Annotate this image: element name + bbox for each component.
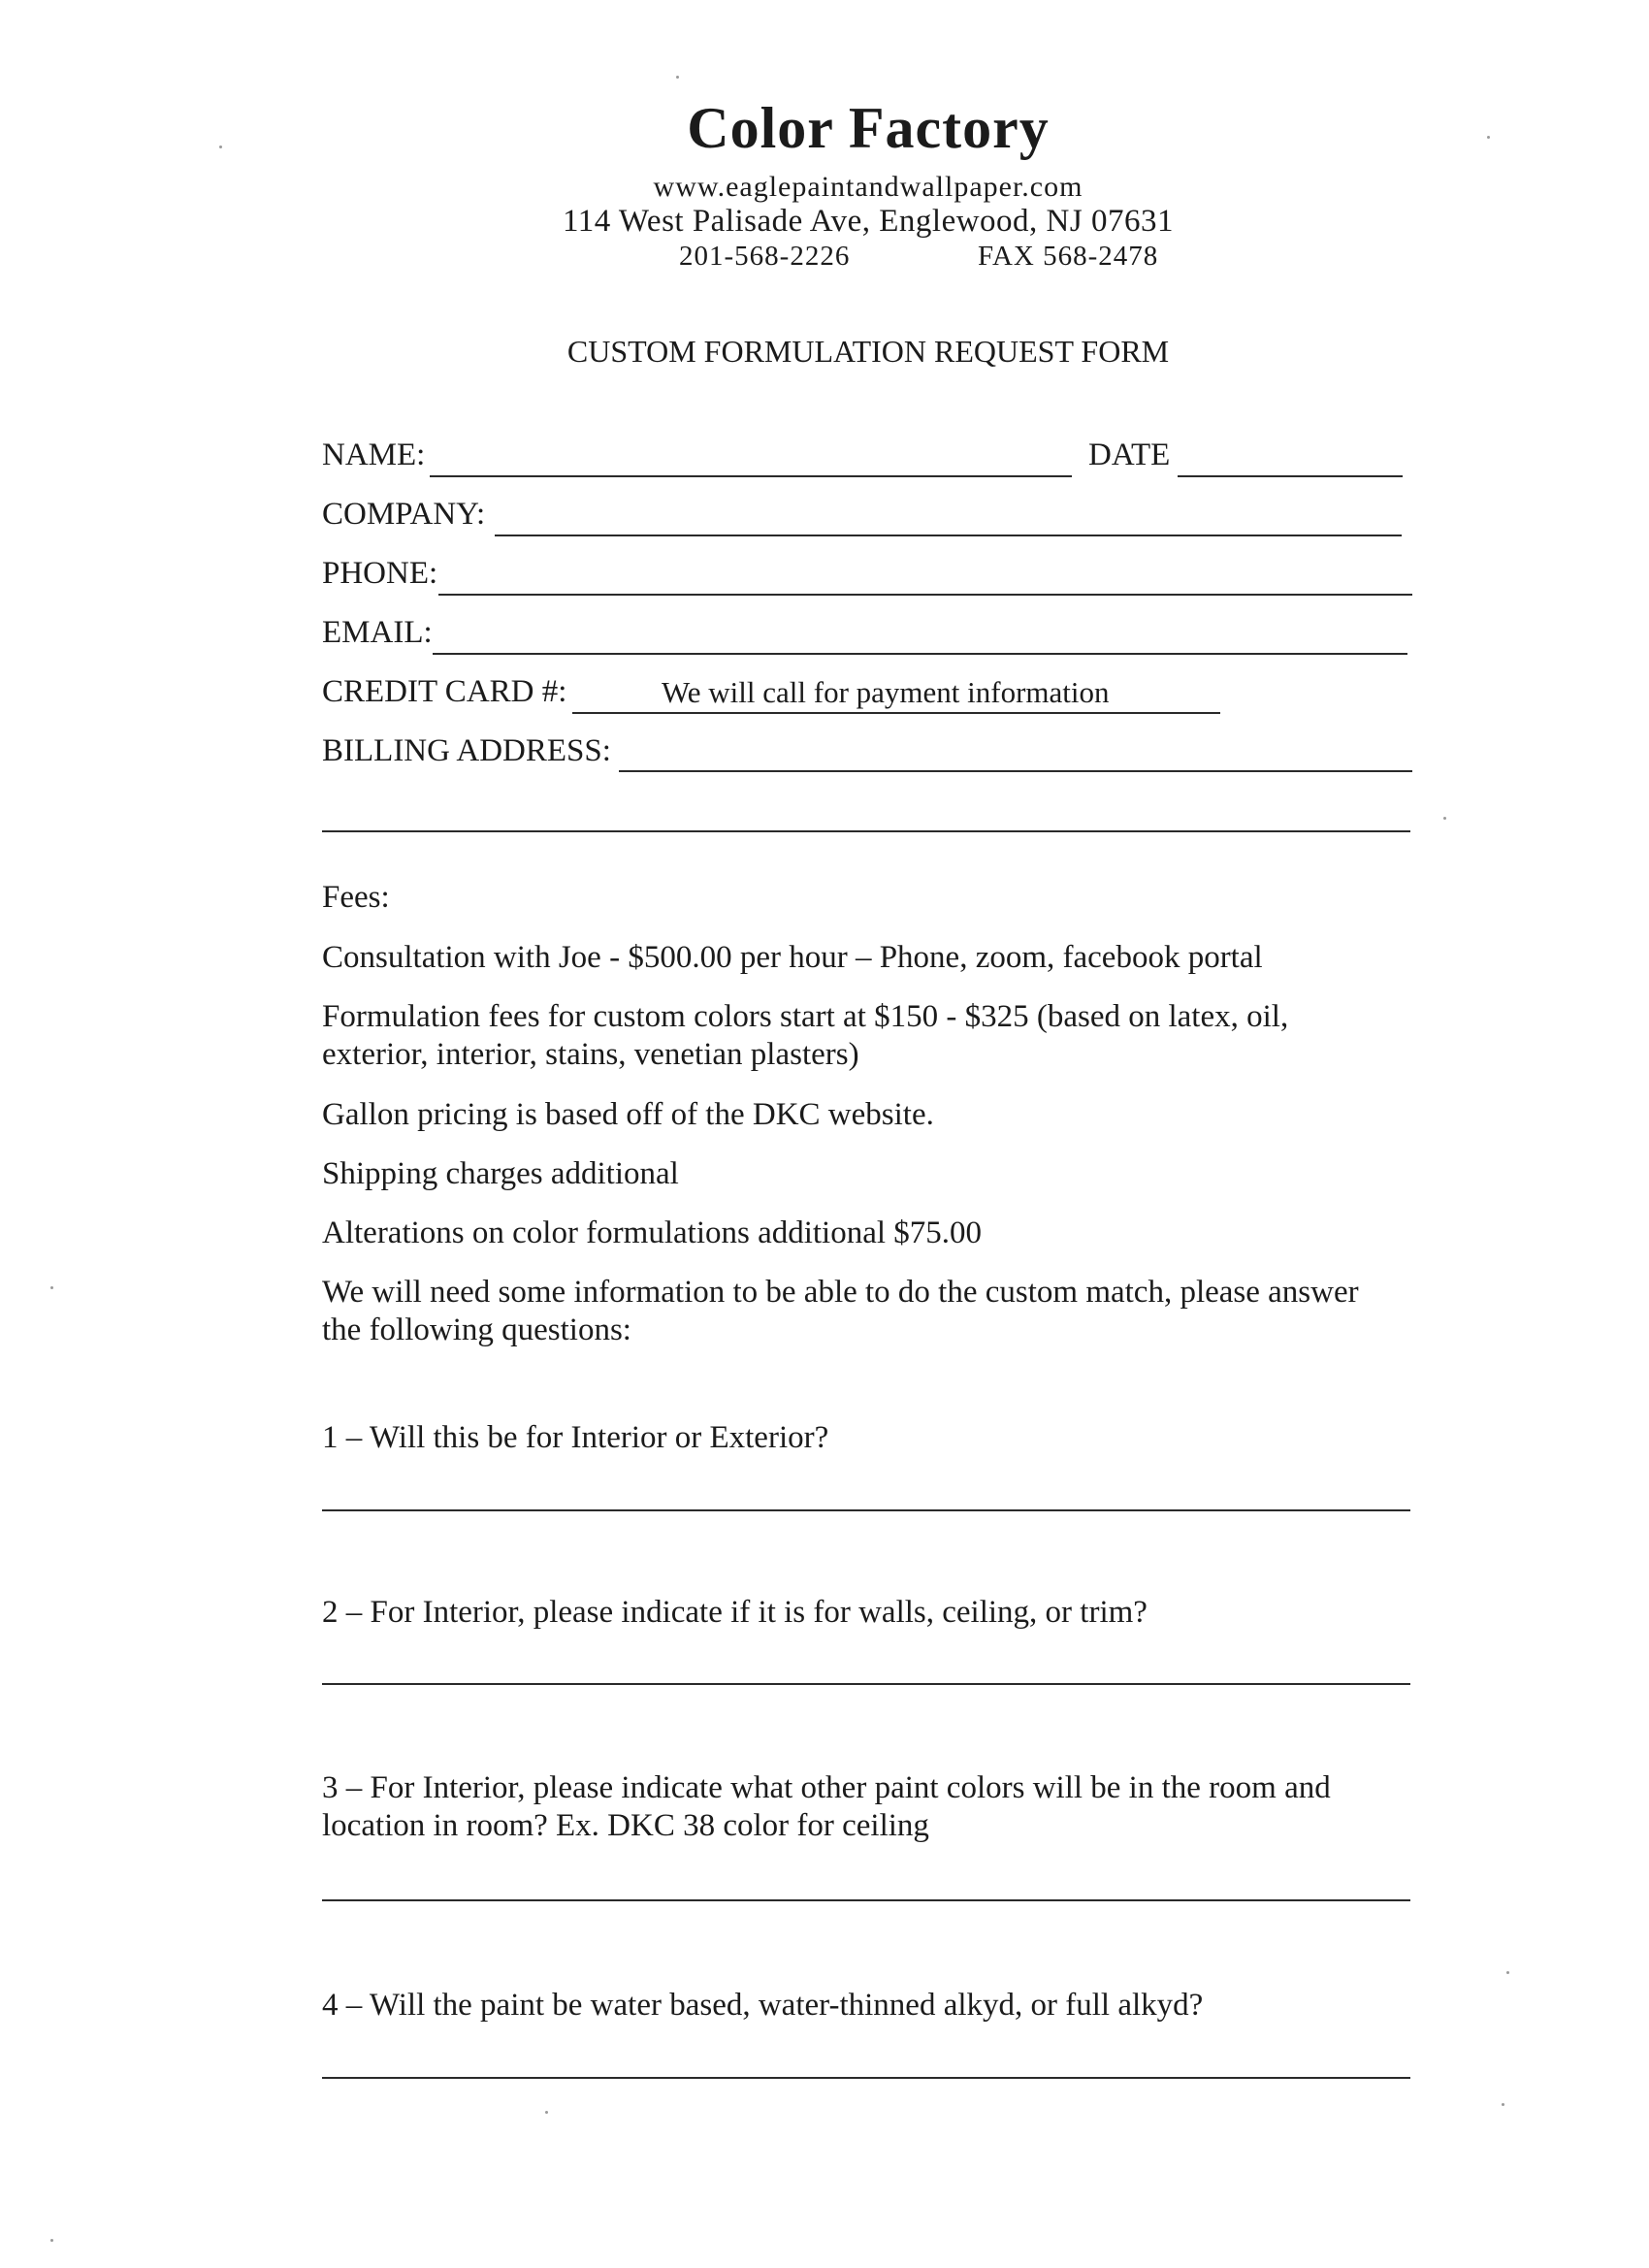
email-field[interactable] <box>433 653 1407 655</box>
phone-label: PHONE: <box>322 556 438 591</box>
date-label: DATE <box>1088 437 1171 472</box>
question-3-line2: location in room? Ex. DKC 38 color for ceiling <box>322 1808 929 1843</box>
billing-address-label: BILLING ADDRESS: <box>322 733 611 768</box>
company-field[interactable] <box>495 535 1402 536</box>
company-fax: FAX 568-2478 <box>978 241 1159 272</box>
name-label: NAME: <box>322 437 426 472</box>
fees-heading: Fees: <box>322 880 390 915</box>
credit-card-field[interactable] <box>572 712 1220 714</box>
fee-consultation: Consultation with Joe - $500.00 per hour – Phone, zoom, facebook portal <box>322 940 1263 975</box>
credit-card-label: CREDIT CARD #: <box>322 674 567 709</box>
billing-address-field-line2[interactable] <box>322 830 1410 832</box>
answer-3-field[interactable] <box>322 1899 1410 1901</box>
phone-field[interactable] <box>438 594 1412 596</box>
fee-formulation-line2: exterior, interior, stains, venetian plasters) <box>322 1037 859 1072</box>
company-phone: 201-568-2226 <box>679 241 851 272</box>
scan-speck <box>50 2239 53 2242</box>
scan-speck <box>1443 817 1446 820</box>
company-address: 114 West Palisade Ave, Englewood, NJ 07631 <box>562 204 1174 239</box>
scan-speck <box>219 146 222 148</box>
scan-speck <box>676 76 679 79</box>
date-field[interactable] <box>1178 475 1403 477</box>
fee-shipping: Shipping charges additional <box>322 1156 679 1191</box>
company-website: www.eaglepaintandwallpaper.com <box>653 171 1083 203</box>
fee-formulation-line1: Formulation fees for custom colors start at $150 - $325 (based on latex, oil, <box>322 999 1289 1034</box>
email-label: EMAIL: <box>322 615 433 650</box>
name-field[interactable] <box>430 475 1072 477</box>
answer-2-field[interactable] <box>322 1683 1410 1685</box>
scan-speck <box>50 1286 53 1289</box>
scan-speck <box>1506 1971 1509 1974</box>
answer-4-field[interactable] <box>322 2077 1410 2079</box>
fee-alterations: Alterations on color formulations additional $75.00 <box>322 1215 983 1250</box>
billing-address-field[interactable] <box>619 770 1412 772</box>
question-4: 4 – Will the paint be water based, water-thinned alkyd, or full alkyd? <box>322 1988 1204 2023</box>
question-1: 1 – Will this be for Interior or Exterior? <box>322 1420 829 1455</box>
question-2: 2 – For Interior, please indicate if it is for walls, ceiling, or trim? <box>322 1595 1148 1630</box>
form-title: CUSTOM FORMULATION REQUEST FORM <box>566 334 1170 369</box>
company-name: Color Factory <box>687 96 1050 160</box>
answer-1-field[interactable] <box>322 1509 1410 1511</box>
scan-speck <box>545 2111 548 2114</box>
credit-card-value: We will call for payment information <box>662 675 1110 709</box>
scan-speck <box>1487 136 1490 139</box>
question-3-line1: 3 – For Interior, please indicate what other paint colors will be in the room and <box>322 1770 1331 1805</box>
company-label: COMPANY: <box>322 497 486 532</box>
info-line2: the following questions: <box>322 1312 631 1347</box>
scan-speck <box>1502 2103 1504 2106</box>
info-line1: We will need some information to be able to do the custom match, please answer <box>322 1275 1359 1310</box>
fee-gallon: Gallon pricing is based off of the DKC website. <box>322 1097 934 1132</box>
